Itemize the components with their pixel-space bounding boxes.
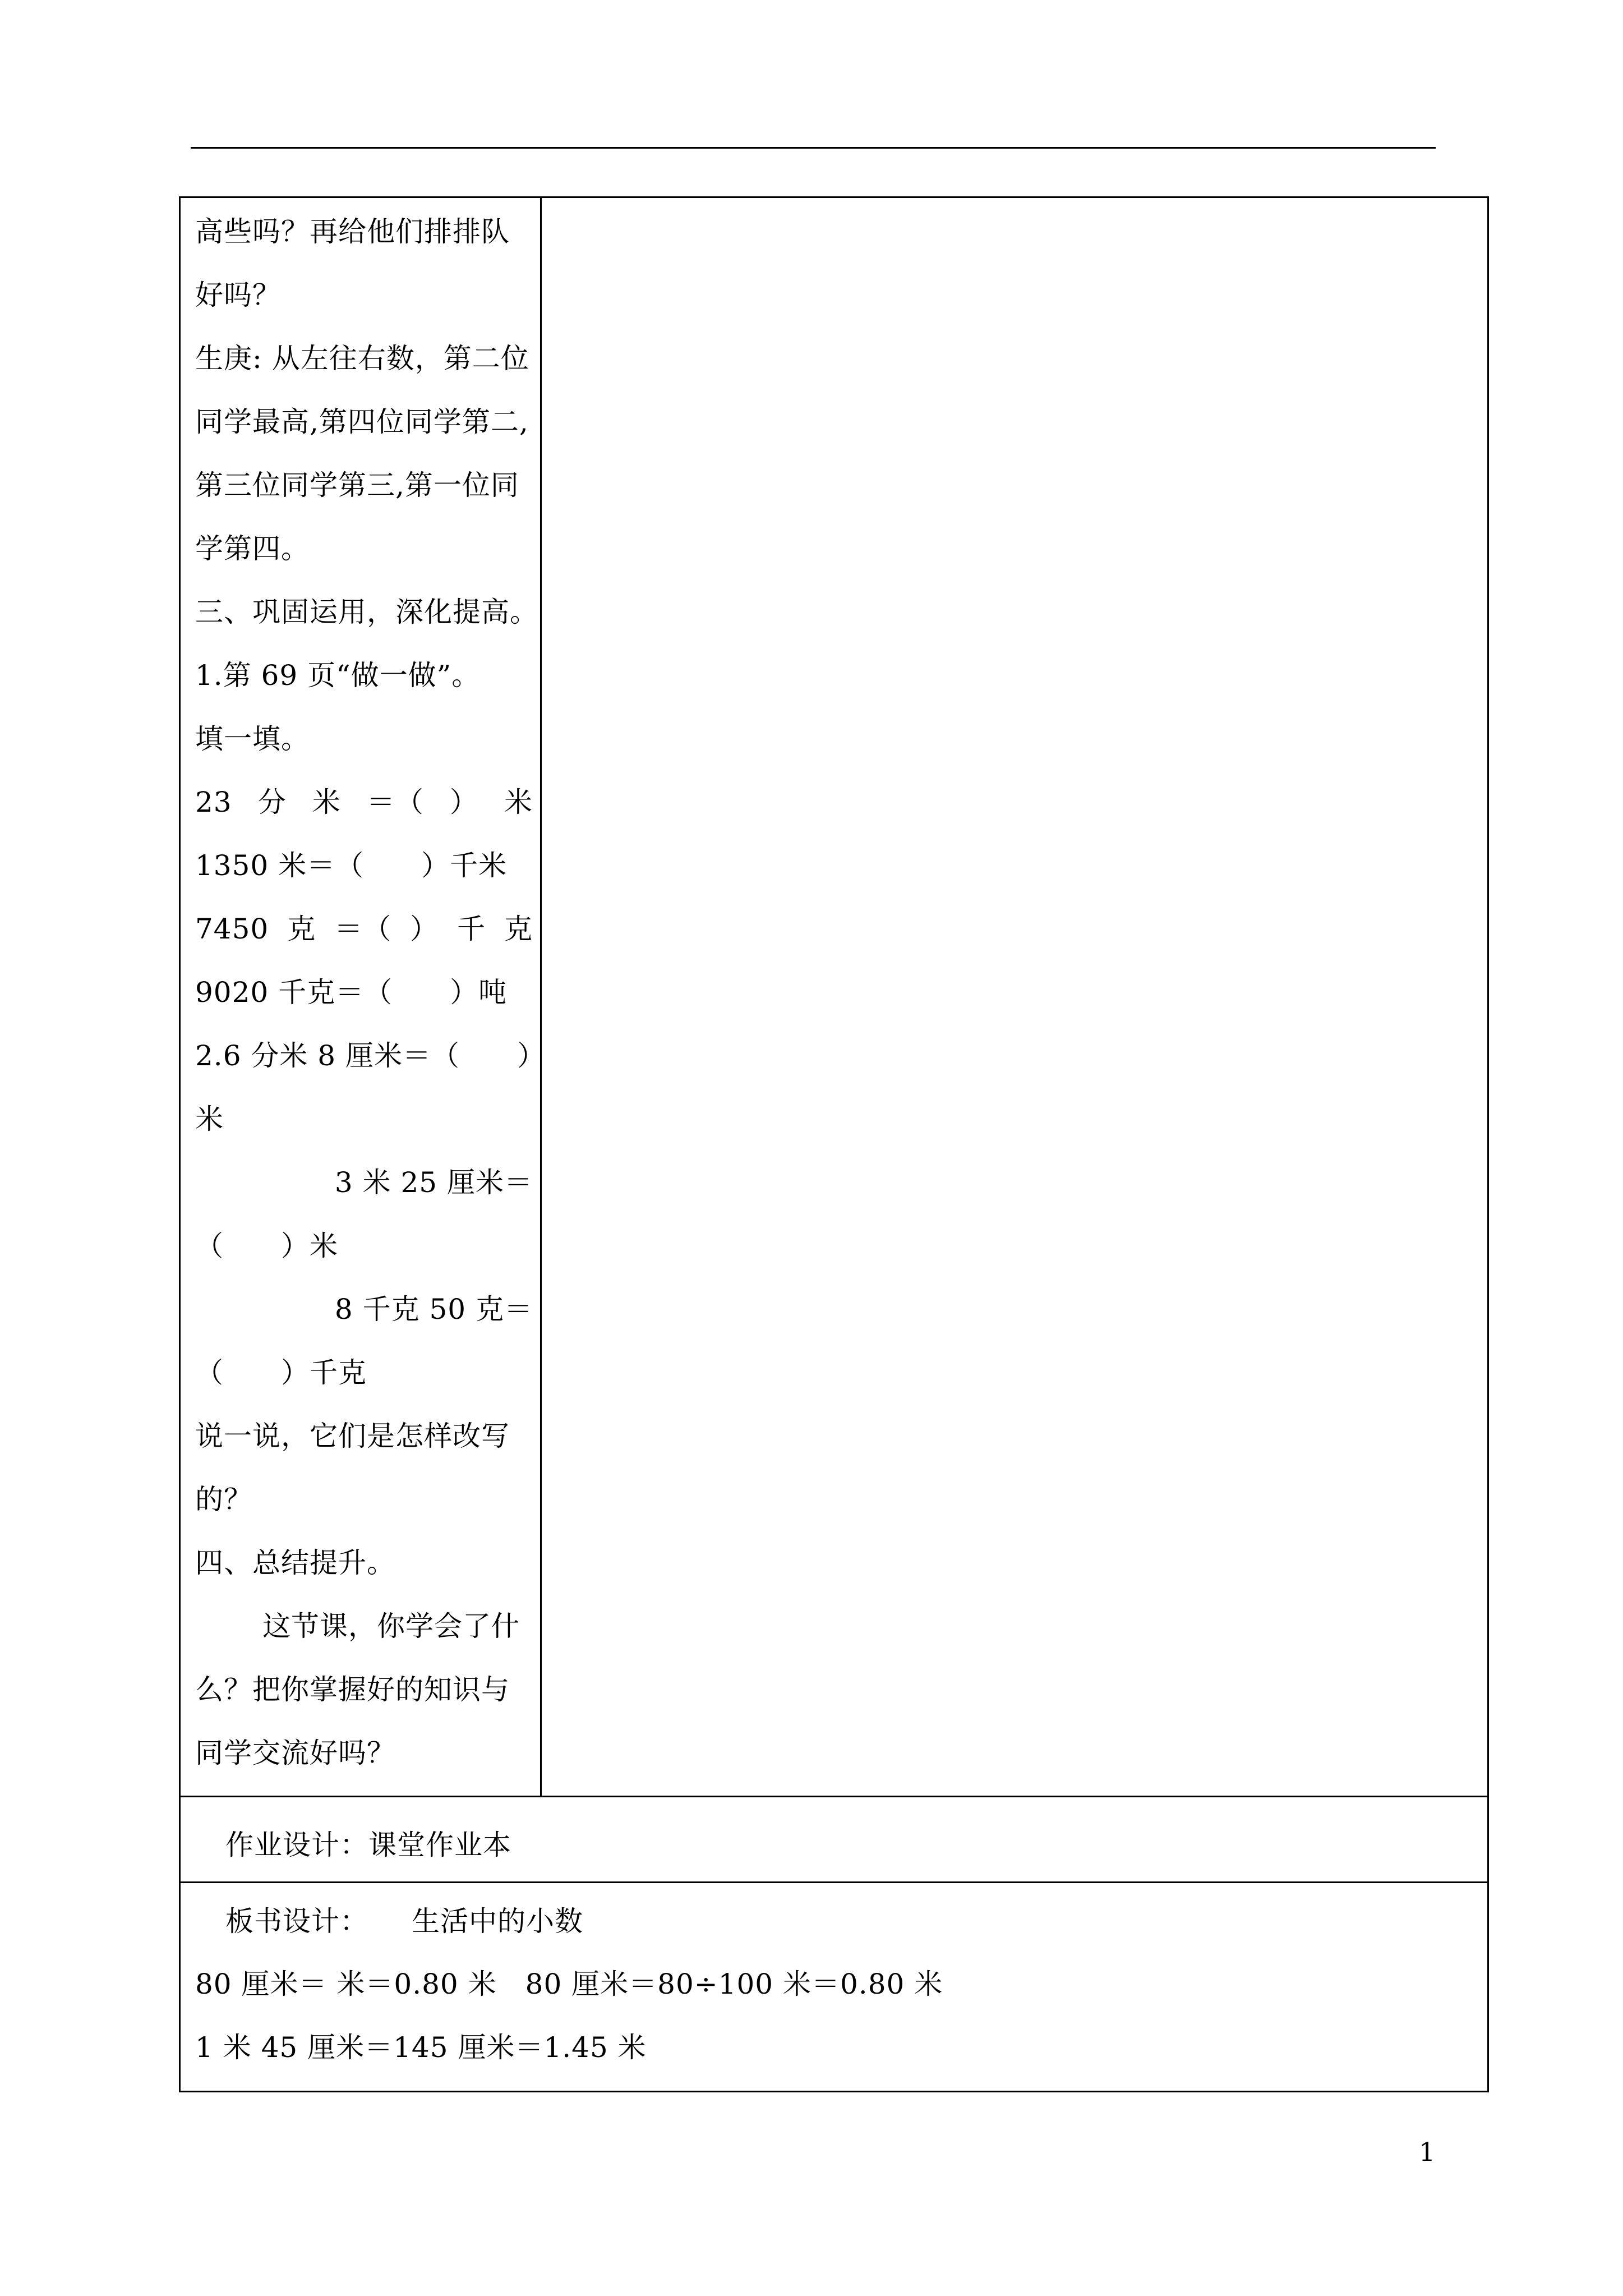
- fill-exercise-2: 1350 米＝（ ）千米: [195, 849, 508, 882]
- fill-part: ）: [410, 913, 439, 945]
- fill-part: 7450: [195, 913, 269, 945]
- lesson-line: （ ）米: [195, 1230, 338, 1262]
- lesson-content-cell: [181, 198, 546, 1796]
- fill-exercise-5: 2.6 分米 8 厘米＝（ ）: [195, 1039, 546, 1072]
- board-line: 1 米 45 厘米＝145 厘米＝1.45 米: [195, 2031, 647, 2064]
- fill-exercise-6: 3 米 25 厘米＝: [334, 1166, 533, 1199]
- lesson-line: 第三位同学第三,第一位同: [195, 469, 519, 501]
- fill-part: 千: [457, 913, 486, 945]
- lesson-line: 学第四。: [195, 532, 310, 565]
- fill-exercise-4: 9020 千克＝（ ）吨: [195, 976, 508, 1009]
- fill-part: 23: [195, 786, 232, 818]
- fill-part: 克: [287, 913, 316, 945]
- lesson-line: 填一填。: [195, 723, 310, 755]
- board-design-row: [181, 1883, 1487, 2091]
- lesson-line: 高些吗？再给他们排排队: [195, 215, 510, 248]
- fill-part: ）: [449, 786, 478, 818]
- page-number: 1: [1419, 2137, 1436, 2167]
- lesson-process-row: [181, 198, 1487, 1796]
- fill-exercise-7: 8 千克 50 克＝: [334, 1293, 533, 1326]
- lesson-line: （ ）千克: [195, 1356, 367, 1389]
- lesson-line: 么？把你掌握好的知识与: [195, 1673, 510, 1706]
- fill-part: 分: [257, 786, 287, 818]
- header-rule: [191, 147, 1436, 149]
- lesson-line: 1.第 69 页“做一做”。: [195, 659, 481, 692]
- fill-part: ＝（: [334, 913, 392, 945]
- fill-part: 克: [504, 913, 533, 945]
- homework-text: 作业设计：课堂作业本: [225, 1829, 511, 1861]
- lesson-line: 米: [195, 1103, 224, 1135]
- board-title: 板书设计： 生活中的小数: [225, 1905, 583, 1938]
- fill-part: ＝（: [366, 786, 424, 818]
- homework-row: [181, 1797, 1487, 1881]
- section-heading: 三、巩固运用，深化提高。: [195, 596, 538, 628]
- section-heading: 四、总结提升。: [195, 1547, 395, 1579]
- fill-part: 米: [504, 786, 533, 818]
- lesson-line: 说一说，它们是怎样改写: [195, 1420, 510, 1452]
- fill-exercise-1: [195, 785, 533, 819]
- lesson-line: 生庚: 从左往右数，第二位: [195, 342, 529, 375]
- fill-part: 米: [312, 786, 341, 818]
- lesson-line: 这节课，你学会了什: [262, 1610, 520, 1642]
- lesson-line: 好吗？: [195, 279, 281, 311]
- lesson-line: 同学交流好吗？: [195, 1737, 395, 1769]
- fill-exercise-3: [195, 912, 533, 946]
- lesson-table: [179, 196, 1489, 2092]
- design-intent-cell: [542, 198, 1487, 1796]
- lesson-line: 的？: [195, 1483, 252, 1516]
- lesson-line: 同学最高,第四位同学第二,: [195, 406, 529, 438]
- board-line: 80 厘米＝ 米＝0.80 米 80 厘米＝80÷100 米＝0.80 米: [195, 1968, 943, 2000]
